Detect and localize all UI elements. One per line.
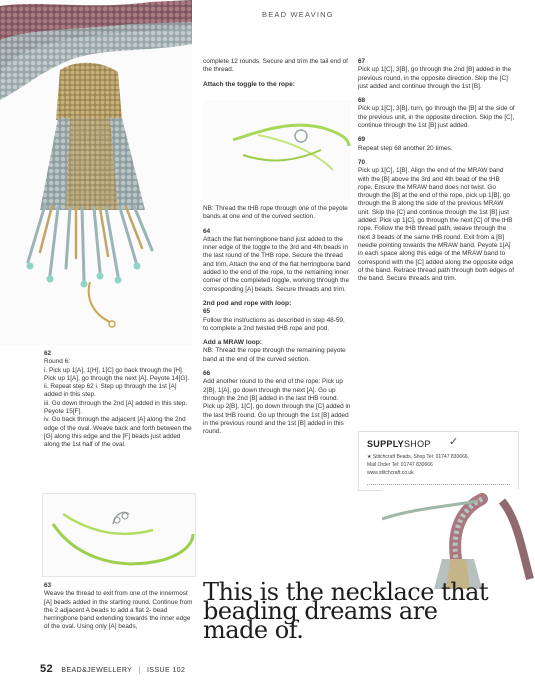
step-62-iii: iii. Go down through the 2nd [A] added in this step. Peyote 15[F]. bbox=[44, 399, 188, 416]
page-number: 52 bbox=[40, 663, 54, 675]
step-70-text: Pick up 1[C], 1[B]. Align the end of the MRAW band with the [B] above the 3rd and 4th bead of the tHB rope. Ensure the MRAW band does not twist. Go through the [B] at the end of the rope, pick up 1[B], go through the B along the side of the previous MRAW unit. Skip the [C] and continue through the 1st [B] just added. Pick up 1[C], go through the next [C] of the tHB rope. Follow the tHB thread path, weave through the next 3 beads of the same tHB round. Exit from a [B] needle pointing towards the MRAW band. Peyote 1[A] in each space along this edge of the MRAW band to correspond with the [C] added along the opposite edge of the band. Retrace thread path through both edges of the band. Secure threads and trim. bbox=[358, 167, 514, 283]
step-68-number: 68 bbox=[358, 97, 366, 105]
step-63-text: Weave the thread to exit from one of the innermost [A] beads added in the starting round. Continue from the 2 adjacent A beads to add a flat 2- bead herringbone band extending towards the inner edge of the oval. Using only [A] beads, bbox=[44, 590, 193, 631]
supply-shop-phone: ★ Stitchcraft Beads, Shop Tel: 01747 830666, bbox=[367, 454, 469, 460]
nb-thread-rope: NB: Thread the tHB rope through one of the peyote bands at one end of the curved section. bbox=[203, 205, 348, 221]
step-69-text: Repeat step 68 another 20 times. bbox=[358, 144, 453, 152]
step-66-text: Add another round to the end of the rope: Pick up 2[B], 1[A], go down through the next [A]. Go up through the 2nd [B] added in the last tHB round. Pick up 2[B], 1[C], go down through the [C] added in the last tHB round. Go up through the 1st [B] added in the previous round and the 1st [B] added in this round. bbox=[203, 378, 351, 436]
step-67-text: Pick up 1[C], 3[B], go through the 2nd [B] added in the previous round, in the opposite direction. Skip the [C] just added and continue through the 1st [B]. bbox=[358, 66, 512, 90]
middle-column bbox=[203, 205, 351, 442]
nb-thread-remaining: NB: Thread the rope through the remaining peyote band at the end of the curved section. bbox=[203, 347, 346, 363]
step-68-text: Pick up 1[C], 3[B], turn, go through the [B] at the side of the previous unit, in the opposite direction. Skip the [C], continue through the 1st [B] just added. bbox=[358, 105, 515, 130]
step-64-text: Attach the flat herringbone band just added to the inner edge of the toggle to the 3rd and 4th beads in the last round of the THB rope. Secure the thread and trim. Attach the end of the flat herringbone band added to the end of the rope, to the remaining inner corner of the completed toggle, working through the corresponding [A] beads. Secure threads and trim. bbox=[203, 235, 351, 293]
step-62-ii: ii. Repeat step 62 i. Step up through the 1st [A] added in this step. bbox=[44, 383, 177, 399]
page-footer: 52 BEAD&JEWELLERY | ISSUE 102 bbox=[40, 663, 186, 675]
magazine-name: BEAD&JEWELLERY bbox=[61, 667, 133, 674]
supply-shop-box bbox=[358, 431, 519, 491]
step-62-intro: Round 6: bbox=[44, 358, 70, 366]
section-kicker: BEAD WEAVING bbox=[262, 10, 334, 19]
tassel-photo bbox=[0, 0, 192, 345]
attach-toggle-heading: Attach the toggle to the rope: bbox=[203, 80, 295, 88]
rope-toggle-photo bbox=[42, 493, 196, 577]
step-62-number: 62 bbox=[44, 350, 52, 357]
issue-number: ISSUE 102 bbox=[147, 667, 186, 674]
pull-quote: This is the necklace that beading dreams are made of. bbox=[203, 578, 489, 644]
step-70-number: 70 bbox=[358, 158, 366, 166]
step-63-number: 63 bbox=[44, 582, 52, 589]
supply-website-link[interactable]: www.stitchcraft.co.uk bbox=[367, 470, 414, 476]
toggle-attach-photo bbox=[203, 100, 351, 200]
left-column-bottom bbox=[44, 582, 194, 638]
step-62-iv: iv. Go back through the adjacent [A] along the 2nd edge of the oval. Weave back and forth between the [G] along this edge and the [F] beads just added along the 1st half of the oval. bbox=[44, 416, 192, 449]
supply-shop-title: SUPPLYSHOP bbox=[367, 439, 431, 449]
checkmark-icon: ✓ bbox=[449, 436, 459, 448]
step-62-i: i. Pick up 1[A], 1[H], 1[C] go back through the [H]. Pick up 1[A], go through the next [A]. Peyote 14[G]. bbox=[44, 366, 189, 382]
mraw-loop-heading: Add a MRAW loop: bbox=[203, 339, 262, 347]
step-64-number: 64 bbox=[203, 227, 211, 235]
divider bbox=[367, 484, 510, 485]
second-pod-heading: 2nd pod and rope with loop: bbox=[203, 299, 292, 307]
supply-mail-order: Mail Order Tel: 01747 830666 bbox=[367, 462, 433, 468]
step-66-number: 66 bbox=[203, 370, 211, 378]
continuation-text: complete 12 rounds. Secure and trim the tail end of the thread. bbox=[203, 58, 348, 74]
step-65-number: 65 bbox=[203, 308, 211, 316]
middle-column-top bbox=[203, 58, 351, 89]
left-column bbox=[44, 350, 194, 456]
step-67-number: 67 bbox=[358, 58, 366, 65]
step-69-number: 69 bbox=[358, 136, 366, 144]
right-column bbox=[358, 58, 516, 289]
step-65-text: Follow the instructions as described in step 48-59, to complete a 2nd twisted tHB rope and pod. bbox=[203, 316, 345, 332]
